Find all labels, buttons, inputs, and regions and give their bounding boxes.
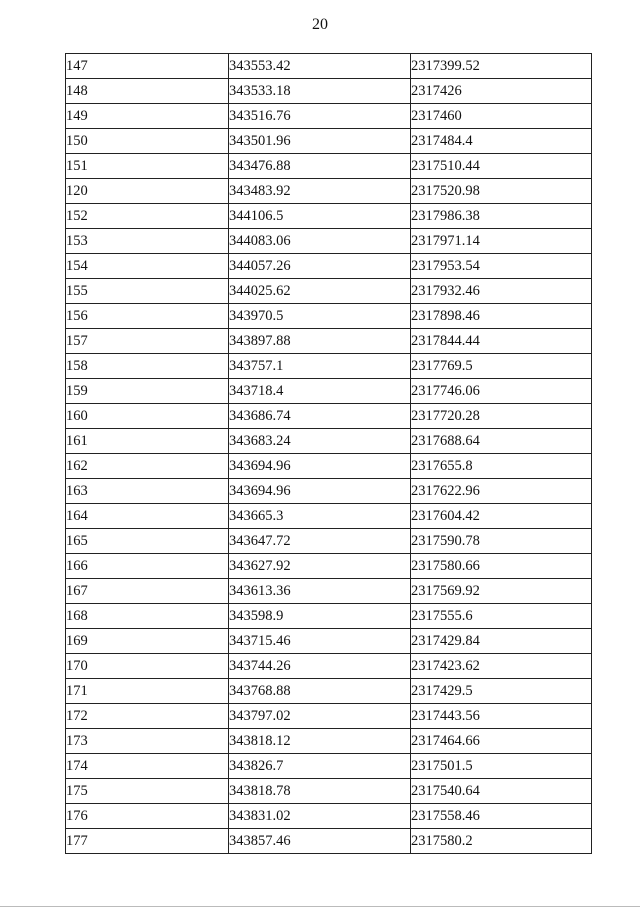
point-number-cell: 159 — [66, 379, 229, 404]
table-row — [66, 54, 592, 79]
point-number-cell: 156 — [66, 304, 229, 329]
x-coordinate-cell: 343476.88 — [229, 154, 411, 179]
table-row — [66, 404, 592, 429]
point-number-cell: 173 — [66, 729, 229, 754]
table-row — [66, 254, 592, 279]
y-coordinate-cell: 2317443.56 — [411, 704, 592, 729]
x-coordinate-cell: 343533.18 — [229, 79, 411, 104]
point-number-cell: 162 — [66, 454, 229, 479]
table-row — [66, 679, 592, 704]
y-coordinate-cell: 2317932.46 — [411, 279, 592, 304]
table-row — [66, 304, 592, 329]
x-coordinate-cell: 343818.78 — [229, 779, 411, 804]
point-number-cell: 161 — [66, 429, 229, 454]
x-coordinate-cell: 343826.7 — [229, 754, 411, 779]
point-number-cell: 160 — [66, 404, 229, 429]
x-coordinate-cell: 343768.88 — [229, 679, 411, 704]
y-coordinate-cell: 2317580.2 — [411, 829, 592, 854]
y-coordinate-cell: 2317844.44 — [411, 329, 592, 354]
table-row — [66, 179, 592, 204]
table-row — [66, 454, 592, 479]
table-row — [66, 479, 592, 504]
y-coordinate-cell: 2317484.4 — [411, 129, 592, 154]
y-coordinate-cell: 2317655.8 — [411, 454, 592, 479]
point-number-cell: 164 — [66, 504, 229, 529]
table-row — [66, 579, 592, 604]
x-coordinate-cell: 343757.1 — [229, 354, 411, 379]
y-coordinate-cell: 2317426 — [411, 79, 592, 104]
y-coordinate-cell: 2317720.28 — [411, 404, 592, 429]
table-row — [66, 804, 592, 829]
y-coordinate-cell: 2317423.62 — [411, 654, 592, 679]
y-coordinate-cell: 2317520.98 — [411, 179, 592, 204]
x-coordinate-cell: 343516.76 — [229, 104, 411, 129]
x-coordinate-cell: 344057.26 — [229, 254, 411, 279]
y-coordinate-cell: 2317501.5 — [411, 754, 592, 779]
y-coordinate-cell: 2317429.84 — [411, 629, 592, 654]
table-row — [66, 229, 592, 254]
y-coordinate-cell: 2317688.64 — [411, 429, 592, 454]
point-number-cell: 148 — [66, 79, 229, 104]
point-number-cell: 168 — [66, 604, 229, 629]
x-coordinate-cell: 343553.42 — [229, 54, 411, 79]
table-row — [66, 354, 592, 379]
point-number-cell: 147 — [66, 54, 229, 79]
table-row — [66, 554, 592, 579]
table-row — [66, 829, 592, 854]
page-number: 20 — [312, 16, 328, 33]
point-number-cell: 149 — [66, 104, 229, 129]
point-number-cell: 153 — [66, 229, 229, 254]
point-number-cell: 157 — [66, 329, 229, 354]
point-number-cell: 158 — [66, 354, 229, 379]
table-row — [66, 704, 592, 729]
table-row — [66, 279, 592, 304]
point-number-cell: 172 — [66, 704, 229, 729]
x-coordinate-cell: 343797.02 — [229, 704, 411, 729]
table-row — [66, 104, 592, 129]
x-coordinate-cell: 343970.5 — [229, 304, 411, 329]
bottom-divider — [0, 906, 640, 907]
point-number-cell: 163 — [66, 479, 229, 504]
y-coordinate-cell: 2317399.52 — [411, 54, 592, 79]
x-coordinate-cell: 343501.96 — [229, 129, 411, 154]
y-coordinate-cell: 2317580.66 — [411, 554, 592, 579]
x-coordinate-cell: 343683.24 — [229, 429, 411, 454]
point-number-cell: 175 — [66, 779, 229, 804]
table-row — [66, 429, 592, 454]
table-row — [66, 729, 592, 754]
point-number-cell: 152 — [66, 204, 229, 229]
y-coordinate-cell: 2317540.64 — [411, 779, 592, 804]
point-number-cell: 155 — [66, 279, 229, 304]
table-row — [66, 79, 592, 104]
point-number-cell: 120 — [66, 179, 229, 204]
x-coordinate-cell: 343718.4 — [229, 379, 411, 404]
x-coordinate-cell: 343715.46 — [229, 629, 411, 654]
y-coordinate-cell: 2317558.46 — [411, 804, 592, 829]
table-row — [66, 204, 592, 229]
point-number-cell: 165 — [66, 529, 229, 554]
y-coordinate-cell: 2317746.06 — [411, 379, 592, 404]
x-coordinate-cell: 343744.26 — [229, 654, 411, 679]
point-number-cell: 176 — [66, 804, 229, 829]
x-coordinate-cell: 343686.74 — [229, 404, 411, 429]
table-row — [66, 379, 592, 404]
y-coordinate-cell: 2317971.14 — [411, 229, 592, 254]
y-coordinate-cell: 2317769.5 — [411, 354, 592, 379]
x-coordinate-cell: 343818.12 — [229, 729, 411, 754]
table-row — [66, 529, 592, 554]
y-coordinate-cell: 2317622.96 — [411, 479, 592, 504]
coordinates-table-body — [66, 54, 592, 854]
x-coordinate-cell: 344025.62 — [229, 279, 411, 304]
point-number-cell: 171 — [66, 679, 229, 704]
coordinates-table — [65, 53, 592, 854]
y-coordinate-cell: 2317590.78 — [411, 529, 592, 554]
x-coordinate-cell: 343598.9 — [229, 604, 411, 629]
point-number-cell: 167 — [66, 579, 229, 604]
point-number-cell: 154 — [66, 254, 229, 279]
table-row — [66, 754, 592, 779]
point-number-cell: 177 — [66, 829, 229, 854]
point-number-cell: 150 — [66, 129, 229, 154]
y-coordinate-cell: 2317460 — [411, 104, 592, 129]
x-coordinate-cell: 343831.02 — [229, 804, 411, 829]
x-coordinate-cell: 343483.92 — [229, 179, 411, 204]
point-number-cell: 166 — [66, 554, 229, 579]
x-coordinate-cell: 343665.3 — [229, 504, 411, 529]
table-row — [66, 654, 592, 679]
x-coordinate-cell: 343647.72 — [229, 529, 411, 554]
x-coordinate-cell: 343694.96 — [229, 479, 411, 504]
point-number-cell: 169 — [66, 629, 229, 654]
table-row — [66, 154, 592, 179]
y-coordinate-cell: 2317555.6 — [411, 604, 592, 629]
y-coordinate-cell: 2317510.44 — [411, 154, 592, 179]
y-coordinate-cell: 2317464.66 — [411, 729, 592, 754]
x-coordinate-cell: 344083.06 — [229, 229, 411, 254]
x-coordinate-cell: 344106.5 — [229, 204, 411, 229]
point-number-cell: 174 — [66, 754, 229, 779]
x-coordinate-cell: 343857.46 — [229, 829, 411, 854]
x-coordinate-cell: 343897.88 — [229, 329, 411, 354]
x-coordinate-cell: 343694.96 — [229, 454, 411, 479]
table-row — [66, 604, 592, 629]
y-coordinate-cell: 2317898.46 — [411, 304, 592, 329]
table-row — [66, 779, 592, 804]
y-coordinate-cell: 2317569.92 — [411, 579, 592, 604]
point-number-cell: 151 — [66, 154, 229, 179]
table-row — [66, 629, 592, 654]
table-row — [66, 129, 592, 154]
x-coordinate-cell: 343613.36 — [229, 579, 411, 604]
y-coordinate-cell: 2317604.42 — [411, 504, 592, 529]
table-row — [66, 504, 592, 529]
x-coordinate-cell: 343627.92 — [229, 554, 411, 579]
point-number-cell: 170 — [66, 654, 229, 679]
y-coordinate-cell: 2317986.38 — [411, 204, 592, 229]
y-coordinate-cell: 2317953.54 — [411, 254, 592, 279]
table-row — [66, 329, 592, 354]
y-coordinate-cell: 2317429.5 — [411, 679, 592, 704]
